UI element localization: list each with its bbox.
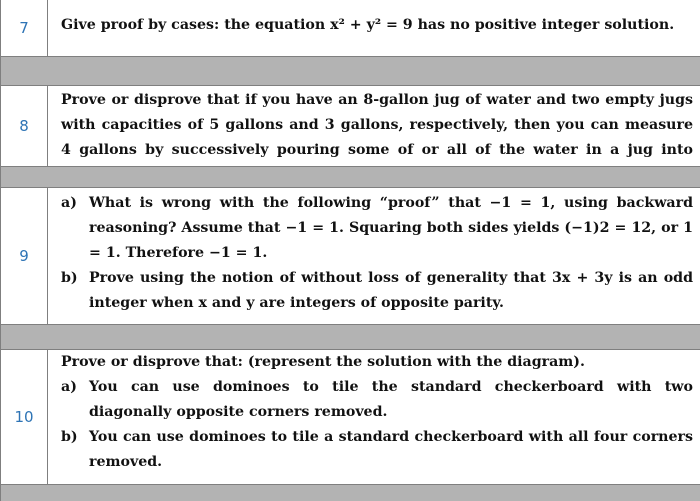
row-separator [1, 166, 700, 188]
question-text: Give proof by cases: the equation x² + y² = 9 has no positive integer solution. [61, 17, 675, 33]
question-row-7 [1, 0, 700, 56]
row-separator [1, 56, 700, 86]
part-label: b) [61, 429, 78, 445]
question-row-9 [1, 188, 700, 324]
part-label: b) [61, 270, 78, 286]
question-part-b [61, 266, 693, 316]
question-number: 10 [1, 350, 48, 484]
question-row-10 [1, 350, 700, 484]
part-text: Prove using the notion of without loss of generality that 3x + 3y is an odd integer when x and y are integers of opposite parity. [89, 270, 693, 311]
part-text: What is wrong with the following “proof” that −1 = 1, using backward reasoning? Assume that −1 = 1. Squaring both sides yields (−1)2 = 12, or 1 = 1. Therefore −1 = 1. [89, 195, 693, 261]
question-part-a [61, 191, 693, 266]
row-separator [1, 324, 700, 350]
question-number: 9 [1, 188, 48, 324]
question-part-a [61, 375, 693, 425]
part-label: a) [61, 195, 77, 211]
part-text: You can use dominoes to tile a standard checkerboard with all four corners removed. [89, 429, 693, 470]
row-separator [1, 484, 700, 501]
part-label: a) [61, 379, 77, 395]
question-row-8 [1, 86, 700, 166]
question-number: 7 [1, 0, 48, 56]
question-text: Prove or disprove that if you have an 8-gallon jug of water and two empty jugs with capacities of 5 gallons and 3 gallons, respectively, then you can measure 4 gallons by successively pouring some of or all of the water in a jug into [61, 92, 693, 158]
part-text: You can use dominoes to tile the standard checkerboard with two diagonally opposite corners removed. [89, 379, 693, 420]
question-intro: Prove or disprove that: (represent the solution with the diagram). [61, 354, 585, 370]
question-part-b [61, 425, 693, 475]
question-number: 8 [1, 86, 48, 166]
